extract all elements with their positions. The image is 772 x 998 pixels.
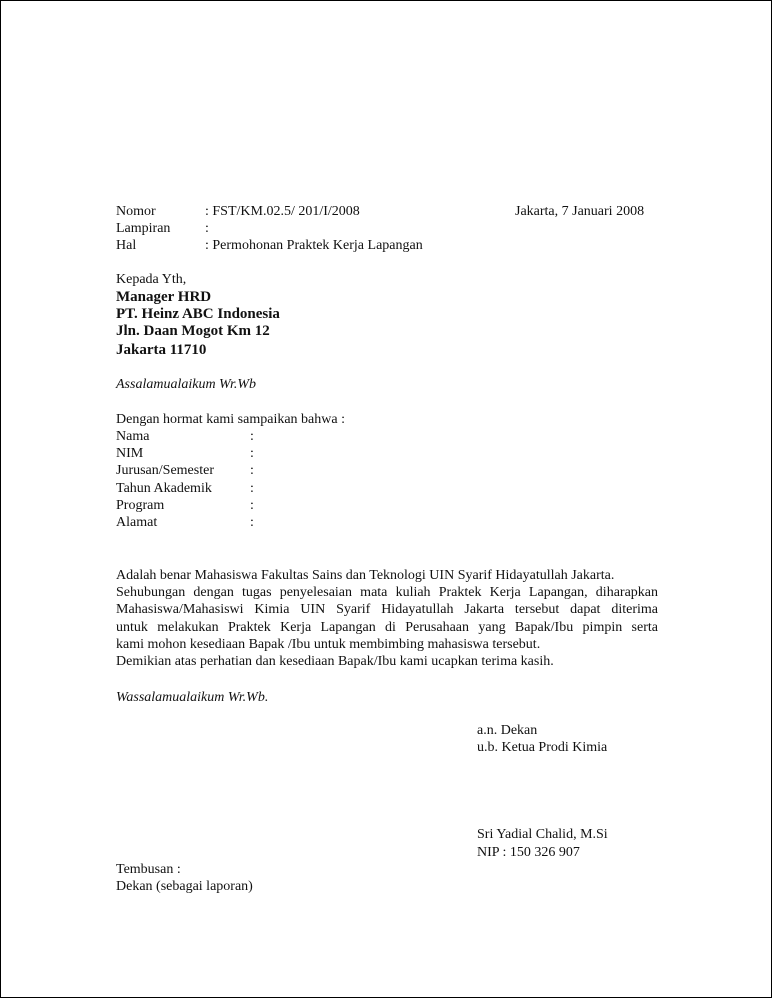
lampiran-value: : bbox=[205, 221, 209, 236]
field-label: Program bbox=[116, 498, 165, 513]
recipient-greeting: Kepada Yth, bbox=[116, 272, 187, 287]
signatory-nip: NIP : 150 326 907 bbox=[477, 845, 580, 860]
body-line: Adalah benar Mahasiswa Fakultas Sains dan Teknologi UIN Syarif Hidayatullah Jakarta. bbox=[116, 568, 615, 583]
recipient-line: Jakarta 11710 bbox=[116, 342, 207, 358]
field-colon: : bbox=[250, 481, 254, 496]
intro-text: Dengan hormat kami sampaikan bahwa : bbox=[116, 412, 345, 427]
nomor-value: : FST/KM.02.5/ 201/I/2008 bbox=[205, 204, 360, 219]
body-line: Mahasiswa/Mahasiswi Kimia UIN Syarif Hidayatullah Jakarta tersebut dapat diterima bbox=[116, 602, 658, 618]
tembusan-label: Tembusan : bbox=[116, 862, 181, 877]
salutation-close: Wassalamualaikum Wr.Wb. bbox=[116, 690, 269, 705]
field-colon: : bbox=[250, 515, 254, 530]
recipient-line: Jln. Daan Mogot Km 12 bbox=[116, 323, 270, 339]
hal-label: Hal bbox=[116, 238, 137, 253]
recipient-line: Manager HRD bbox=[116, 289, 212, 305]
field-label: Nama bbox=[116, 429, 150, 444]
field-colon: : bbox=[250, 498, 254, 513]
body-line: untuk melakukan Praktek Kerja Lapangan di Perusahaan yang Bapak/Ibu pimpin serta bbox=[116, 619, 658, 635]
body-line: Sehubungan dengan tugas penyelesaian mata kuliah Praktek Kerja Lapangan, diharapkan bbox=[116, 585, 658, 601]
signature-line: u.b. Ketua Prodi Kimia bbox=[477, 740, 608, 755]
lampiran-label: Lampiran bbox=[116, 221, 171, 236]
hal-value: : Permohonan Praktek Kerja Lapangan bbox=[205, 238, 423, 253]
field-colon: : bbox=[250, 463, 254, 478]
field-colon: : bbox=[250, 429, 254, 444]
field-label: Alamat bbox=[116, 515, 158, 530]
field-label: Jurusan/Semester bbox=[116, 463, 214, 478]
field-label: NIM bbox=[116, 446, 144, 461]
tembusan-recipient: Dekan (sebagai laporan) bbox=[116, 879, 253, 894]
body-line: Demikian atas perhatian dan kesediaan Bapak/Ibu kami ucapkan terima kasih. bbox=[116, 654, 554, 670]
signature-line: a.n. Dekan bbox=[477, 723, 538, 738]
field-label: Tahun Akademik bbox=[116, 481, 212, 496]
field-colon: : bbox=[250, 446, 254, 461]
salutation-open: Assalamualaikum Wr.Wb bbox=[116, 377, 256, 392]
place-date: Jakarta, 7 Januari 2008 bbox=[515, 204, 645, 219]
recipient-line: PT. Heinz ABC Indonesia bbox=[116, 306, 280, 322]
nomor-label: Nomor bbox=[116, 204, 156, 219]
body-paragraph bbox=[116, 567, 658, 670]
signatory-name: Sri Yadial Chalid, M.Si bbox=[477, 827, 608, 842]
body-line: kami mohon kesediaan Bapak /Ibu untuk membimbing mahasiswa tersebut. bbox=[116, 636, 541, 652]
